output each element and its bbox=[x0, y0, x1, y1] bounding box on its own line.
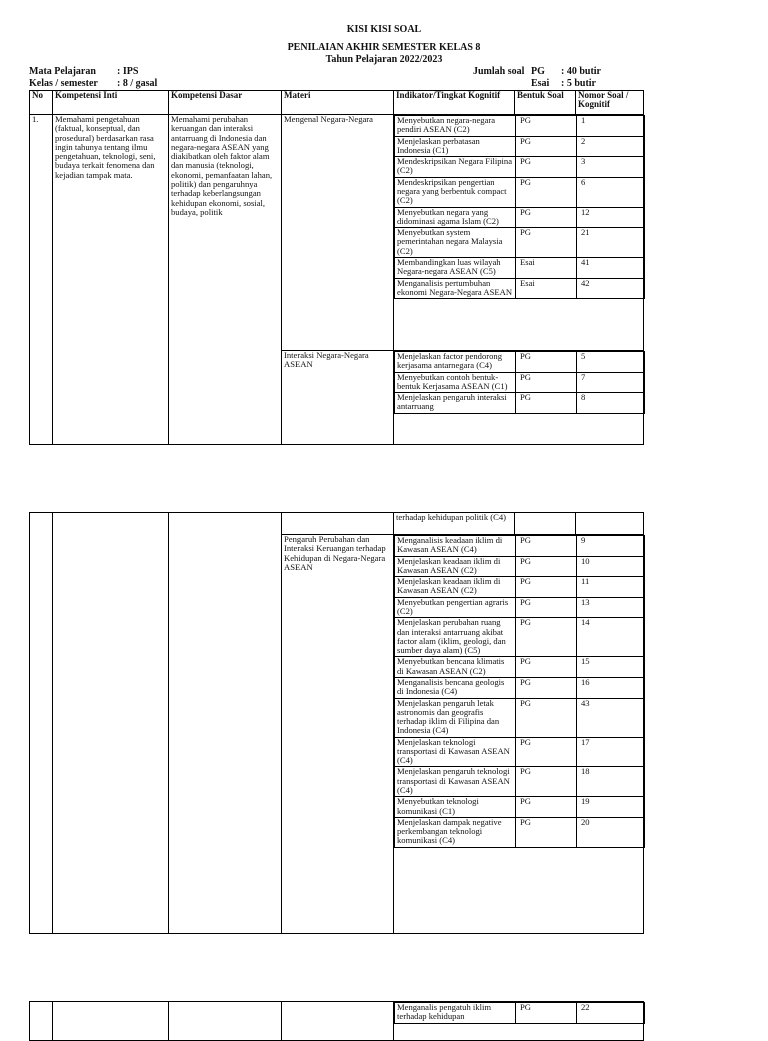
kisi-table-page2 bbox=[29, 512, 644, 934]
table-row bbox=[30, 513, 644, 535]
bentuk-soal: PG bbox=[516, 698, 577, 737]
indicator-row bbox=[395, 618, 645, 657]
nomor-soal: 22 bbox=[577, 1003, 645, 1024]
esai-label: Esai bbox=[531, 78, 550, 89]
bentuk-soal: PG bbox=[516, 177, 577, 207]
nomor-soal: 2 bbox=[577, 136, 645, 157]
kelas-label: Kelas / semester bbox=[29, 78, 98, 89]
indicator-row bbox=[395, 157, 645, 178]
kisi-table-page3 bbox=[29, 1001, 644, 1041]
page-subtitle: PENILAIAN AKHIR SEMESTER KELAS 8 bbox=[287, 42, 481, 53]
indicator-row bbox=[395, 1003, 645, 1024]
indikator-text: Menyebutkan negara yang didominasi agama Islam (C2) bbox=[395, 207, 516, 228]
nomor-soal: 7 bbox=[577, 372, 645, 393]
indikator-text: Menjelaskan dampak negative perkembangan teknologi komunikasi (C4) bbox=[395, 817, 516, 847]
indicator-row bbox=[395, 597, 645, 618]
indikator-text: Menganalis pengatuh iklim terhadap kehidupan bbox=[395, 1003, 516, 1024]
indicator-row bbox=[395, 393, 645, 414]
bentuk-soal: PG bbox=[516, 817, 577, 847]
meta-jumlah-esai bbox=[531, 78, 596, 89]
indicator-row bbox=[395, 577, 645, 598]
mapel-label: Mata Pelajaran bbox=[29, 66, 96, 77]
row-no bbox=[30, 513, 53, 934]
items-list bbox=[394, 351, 645, 414]
nomor-soal: 21 bbox=[577, 228, 645, 258]
row-no: 1. bbox=[30, 115, 53, 445]
indikator-text: Menyebutkan teknologi komunikasi (C1) bbox=[395, 797, 516, 818]
kelas-value: : 8 / gasal bbox=[117, 78, 158, 89]
nomor-soal: 13 bbox=[577, 597, 645, 618]
indicator-row bbox=[395, 257, 645, 278]
nomor-soal: 41 bbox=[577, 257, 645, 278]
indikator-text: Menganalisis pertumbuhan ekonomi Negara-Negara ASEAN bbox=[395, 278, 516, 299]
bentuk-soal: PG bbox=[516, 136, 577, 157]
kompetensi-dasar: Memahami perubahan keruangan dan interaksi antarruang di Indonesia dan negara-negara ASEAN yang diakibatkan oleh faktor alam dan manusia (teknologi, ekonomi, pemanfaatan lahan, politik) dan pengaruhnya terhadap keberlangsungan kehidupan ekonomi, sosial, budaya, politik bbox=[169, 115, 282, 445]
kompetensi-dasar bbox=[169, 1002, 282, 1041]
bentuk-cell bbox=[515, 513, 576, 535]
indikator-text: Menjelaskan pengaruh interaksi antarruang bbox=[395, 393, 516, 414]
indicator-row bbox=[395, 657, 645, 678]
indikator-text: Menjelaskan keadaan iklim di Kawasan ASEAN (C2) bbox=[395, 577, 516, 598]
indikator-text: Menjelaskan perubahan ruang dan interaksi antarruang akibat factor alam (iklim, geologi, dan sumber daya alam) (C5) bbox=[395, 618, 516, 657]
bentuk-soal: PG bbox=[516, 657, 577, 678]
nomor-soal: 10 bbox=[577, 556, 645, 577]
table-row bbox=[30, 115, 644, 351]
indikator-text: Mendeskripsikan pengertian negara yang berbentuk compact (C2) bbox=[395, 177, 516, 207]
items-list bbox=[394, 1002, 645, 1024]
bentuk-soal: PG bbox=[516, 797, 577, 818]
kisi-table-page1 bbox=[29, 90, 644, 445]
nomor-soal: 16 bbox=[577, 677, 645, 698]
indikator-text: Menjelaskan keadaan iklim di Kawasan ASEAN (C2) bbox=[395, 556, 516, 577]
bentuk-soal: PG bbox=[516, 1003, 577, 1024]
items-cell bbox=[394, 115, 644, 351]
nomor-soal: 15 bbox=[577, 657, 645, 678]
nomor-soal: 17 bbox=[577, 737, 645, 767]
esai-value: : 5 butir bbox=[561, 78, 596, 89]
items-cell bbox=[394, 1002, 644, 1041]
indicator-row bbox=[395, 372, 645, 393]
bentuk-soal: PG bbox=[516, 207, 577, 228]
indicator-row bbox=[395, 737, 645, 767]
col-no: No bbox=[30, 91, 53, 115]
indicator-row bbox=[395, 278, 645, 299]
indicator-row bbox=[395, 207, 645, 228]
nomor-soal: 3 bbox=[577, 157, 645, 178]
indicator-row bbox=[395, 136, 645, 157]
materi-cell: Mengenal Negara-Negara bbox=[282, 115, 394, 351]
indicator-row bbox=[395, 797, 645, 818]
col-kd: Kompetensi Dasar bbox=[169, 91, 282, 115]
bentuk-soal: Esai bbox=[516, 257, 577, 278]
indikator-text: Membandingkan luas wilayah Negara-negara ASEAN (C5) bbox=[395, 257, 516, 278]
indicator-row bbox=[395, 177, 645, 207]
nomor-soal: 6 bbox=[577, 177, 645, 207]
bentuk-soal: PG bbox=[516, 677, 577, 698]
table-row bbox=[30, 1002, 644, 1041]
items-cell bbox=[394, 535, 644, 934]
indikator-text: Menyebutkan pengertian agraris (C2) bbox=[395, 597, 516, 618]
kompetensi-inti bbox=[53, 513, 169, 934]
nomor-soal: 8 bbox=[577, 393, 645, 414]
row-no bbox=[30, 1002, 53, 1041]
indicator-row bbox=[395, 352, 645, 373]
nomor-soal: 11 bbox=[577, 577, 645, 598]
bentuk-soal: PG bbox=[516, 157, 577, 178]
indikator-text: Mendeskripsikan Negara Filipina (C2) bbox=[395, 157, 516, 178]
table-header-row bbox=[30, 91, 644, 115]
bentuk-soal: PG bbox=[516, 228, 577, 258]
bentuk-soal: PG bbox=[516, 597, 577, 618]
nomor-soal: 20 bbox=[577, 817, 645, 847]
indicator-row bbox=[395, 817, 645, 847]
col-nomor: Nomor Soal / Kognitif bbox=[576, 91, 644, 115]
bentuk-soal: PG bbox=[516, 393, 577, 414]
materi-cell: Pengaruh Perubahan dan Interaksi Keruangan terhadap Kehidupan di Negara-Negara ASEAN bbox=[282, 535, 394, 934]
nomor-soal: 5 bbox=[577, 352, 645, 373]
indikator-text: Menganalisis bencana geologis di Indonesia (C4) bbox=[395, 677, 516, 698]
kompetensi-inti: Memahami pengetahuan (faktual, konseptual, dan prosedural) berdasarkan rasa ingin tahunya tentang ilmu pengetahuan, teknologi, seni, budaya terkait fenomena dan kejadian tampak mata. bbox=[53, 115, 169, 445]
kompetensi-dasar bbox=[169, 513, 282, 934]
bentuk-soal: PG bbox=[516, 372, 577, 393]
indikator-text: Menyebutkan bencana klimatis di Kawasan ASEAN (C2) bbox=[395, 657, 516, 678]
pg-label: PG bbox=[531, 66, 545, 77]
items-list bbox=[394, 535, 645, 848]
kompetensi-inti bbox=[53, 1002, 169, 1041]
col-ki: Kompetensi Inti bbox=[53, 91, 169, 115]
indikator-text: Menyebutkan negara-negara pendiri ASEAN (C2) bbox=[395, 116, 516, 137]
col-bentuk: Bentuk Soal bbox=[515, 91, 576, 115]
indicator-row bbox=[395, 228, 645, 258]
mapel-value: : IPS bbox=[117, 66, 139, 77]
nomor-soal: 18 bbox=[577, 767, 645, 797]
bentuk-soal: PG bbox=[516, 556, 577, 577]
academic-year: Tahun Pelajaran 2022/2023 bbox=[325, 54, 443, 65]
indikator-text: Menyebutkan system pemerintahan negara Malaysia (C2) bbox=[395, 228, 516, 258]
indicator-row bbox=[395, 698, 645, 737]
pg-value: : 40 butir bbox=[561, 66, 601, 77]
indicator-row bbox=[395, 116, 645, 137]
indikator-text: Menjelaskan perbatasan Indonesia (C1) bbox=[395, 136, 516, 157]
materi-cell bbox=[282, 513, 394, 535]
nomor-soal: 1 bbox=[577, 116, 645, 137]
bentuk-soal: Esai bbox=[516, 278, 577, 299]
materi-cell bbox=[282, 1002, 394, 1041]
materi-cell: Interaksi Negara-Negara ASEAN bbox=[282, 351, 394, 445]
items-cell bbox=[394, 351, 644, 445]
meta-jumlah-pg bbox=[473, 66, 601, 77]
bentuk-soal: PG bbox=[516, 352, 577, 373]
nomor-soal: 12 bbox=[577, 207, 645, 228]
nomor-soal: 9 bbox=[577, 536, 645, 557]
bentuk-soal: PG bbox=[516, 618, 577, 657]
indikator-text: Menjelaskan pengaruh teknologi transportasi di Kawasan ASEAN (C4) bbox=[395, 767, 516, 797]
col-materi: Materi bbox=[282, 91, 394, 115]
nomor-soal: 19 bbox=[577, 797, 645, 818]
meta-kelas bbox=[29, 78, 157, 89]
indicator-row bbox=[395, 536, 645, 557]
bentuk-soal: PG bbox=[516, 767, 577, 797]
indikator-text: Menjelaskan factor pendorong kerjasama antarnegara (C4) bbox=[395, 352, 516, 373]
items-list bbox=[394, 115, 645, 299]
bentuk-soal: PG bbox=[516, 536, 577, 557]
nomor-soal: 14 bbox=[577, 618, 645, 657]
nomor-soal: 42 bbox=[577, 278, 645, 299]
jumlah-label: Jumlah soal bbox=[473, 66, 525, 77]
col-indikator: Indikator/Tingkat Kognitif bbox=[394, 91, 515, 115]
bentuk-soal: PG bbox=[516, 737, 577, 767]
nomor-soal: 43 bbox=[577, 698, 645, 737]
indikator-text: Menyebutkan contoh bentuk-bentuk Kerjasama ASEAN (C1) bbox=[395, 372, 516, 393]
nomor-cell bbox=[576, 513, 644, 535]
indicator-row bbox=[395, 767, 645, 797]
indikator-text: Menjelaskan teknologi transportasi di Kawasan ASEAN (C4) bbox=[395, 737, 516, 767]
indicator-row bbox=[395, 677, 645, 698]
indikator-text: Menganalisis keadaan iklim di Kawasan ASEAN (C4) bbox=[395, 536, 516, 557]
page-title: KISI KISI SOAL bbox=[346, 24, 422, 35]
bentuk-soal: PG bbox=[516, 577, 577, 598]
indicator-row bbox=[395, 556, 645, 577]
bentuk-soal: PG bbox=[516, 116, 577, 137]
meta-mapel bbox=[29, 66, 138, 77]
indikator-cell: terhadap kehidupan politik (C4) bbox=[394, 513, 515, 535]
indikator-text: Menjelaskan pengaruh letak astronomis dan geografis terhadap iklim di Filipina dan Indonesia (C4) bbox=[395, 698, 516, 737]
